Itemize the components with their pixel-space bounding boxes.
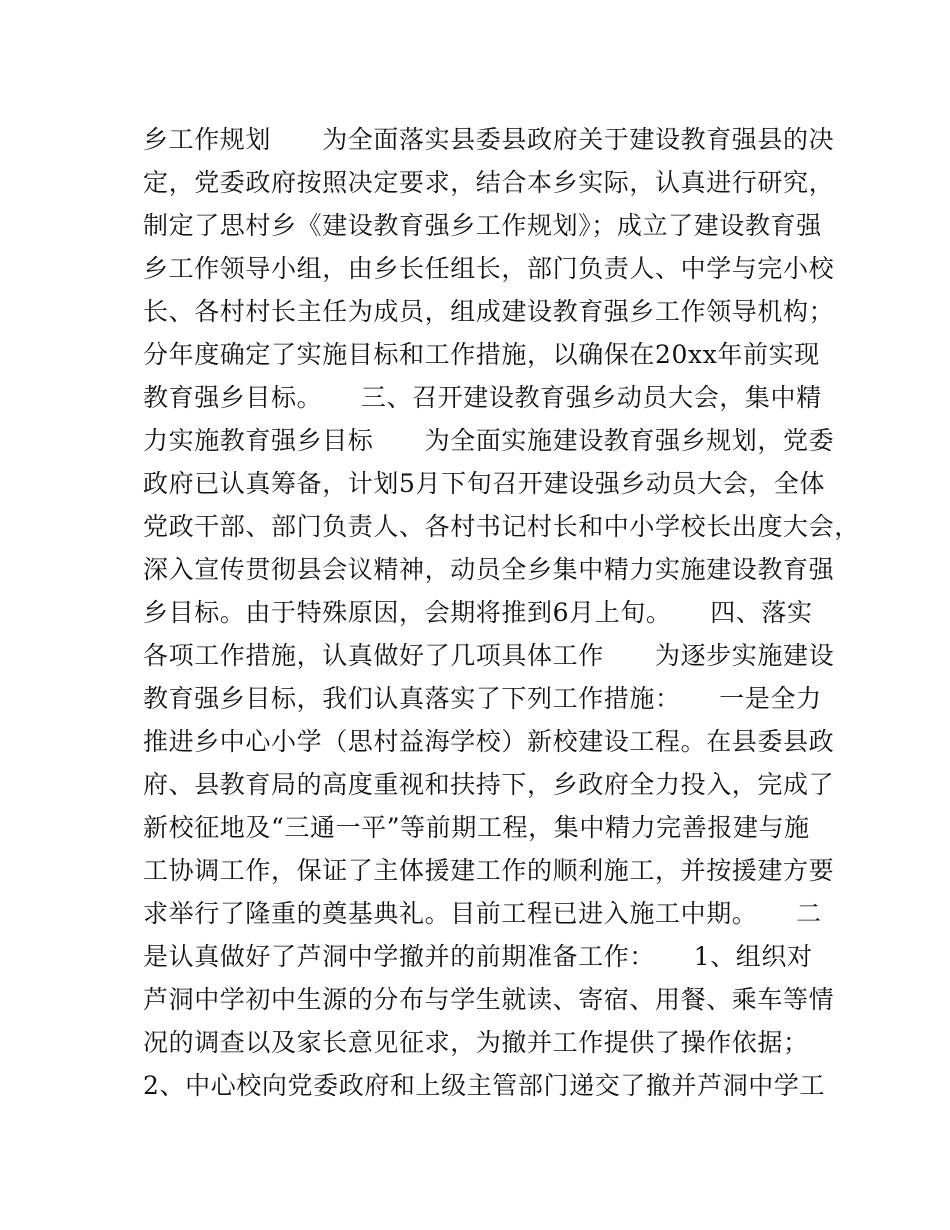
text-line: 深入宣传贯彻县会议精神，动员全乡集中精力实施建设教育强 bbox=[143, 555, 835, 584]
text-line: 乡目标。由于特殊原因，会期将推到6月上旬。 四、落实 bbox=[143, 598, 813, 627]
text-line: 新校征地及“三通一平”等前期工程，集中精力完善报建与施 bbox=[143, 813, 810, 842]
body-text bbox=[143, 118, 860, 1107]
text-line: 力实施教育强乡目标 为全面实施建设教育强乡规划，党委 bbox=[143, 426, 835, 455]
text-line: 各项工作措施，认真做好了几项具体工作 为逐步实施建设 bbox=[143, 641, 835, 670]
text-line: 乡工作规划 为全面落实县委县政府关于建设教育强县的决 bbox=[143, 125, 835, 154]
text-line: 工协调工作，保证了主体援建工作的顺利施工，并按援建方要 bbox=[143, 856, 835, 885]
text-line: 求举行了隆重的奠基典礼。目前工程已进入施工中期。 二 bbox=[143, 899, 822, 928]
text-line: 推进乡中心小学（思村益海学校）新校建设工程。在县委县政 bbox=[143, 727, 835, 756]
text-line: 2、中心校向党委政府和上级主管部门递交了撤并芦洞中学工 bbox=[143, 1071, 826, 1100]
text-line: 长、各村村长主任为成员，组成建设教育强乡工作领导机构； bbox=[143, 297, 835, 326]
text-line: 制定了思村乡《建设教育强乡工作规划》；成立了建设教育强 bbox=[143, 211, 822, 240]
text-line: 党政干部、部门负责人、各村书记村长和中小学校长出度大会， bbox=[143, 512, 860, 541]
text-line: 定，党委政府按照决定要求，结合本乡实际，认真进行研究， bbox=[143, 168, 835, 197]
text-line: 是认真做好了芦洞中学撤并的前期准备工作： 1、组织对 bbox=[143, 942, 813, 971]
text-line: 况的调查以及家长意见征求，为撤并工作提供了操作依据； bbox=[143, 1028, 809, 1057]
text-line: 教育强乡目标，我们认真落实了下列工作措施： 一是全力 bbox=[143, 684, 822, 713]
text-line: 乡工作领导小组，由乡长任组长，部门负责人、中学与完小校 bbox=[143, 254, 835, 283]
text-line: 教育强乡目标。 三、召开建设教育强乡动员大会，集中精 bbox=[143, 383, 822, 412]
text-line: 芦洞中学初中生源的分布与学生就读、寄宿、用餐、乘车等情 bbox=[143, 985, 835, 1014]
text-line: 分年度确定了实施目标和工作措施，以确保在20xx年前实现 bbox=[143, 340, 820, 369]
text-line: 府、县教育局的高度重视和扶持下，乡政府全力投入，完成了 bbox=[143, 770, 835, 799]
text-line: 政府已认真筹备，计划5月下旬召开建设强乡动员大会，全体 bbox=[143, 469, 826, 498]
